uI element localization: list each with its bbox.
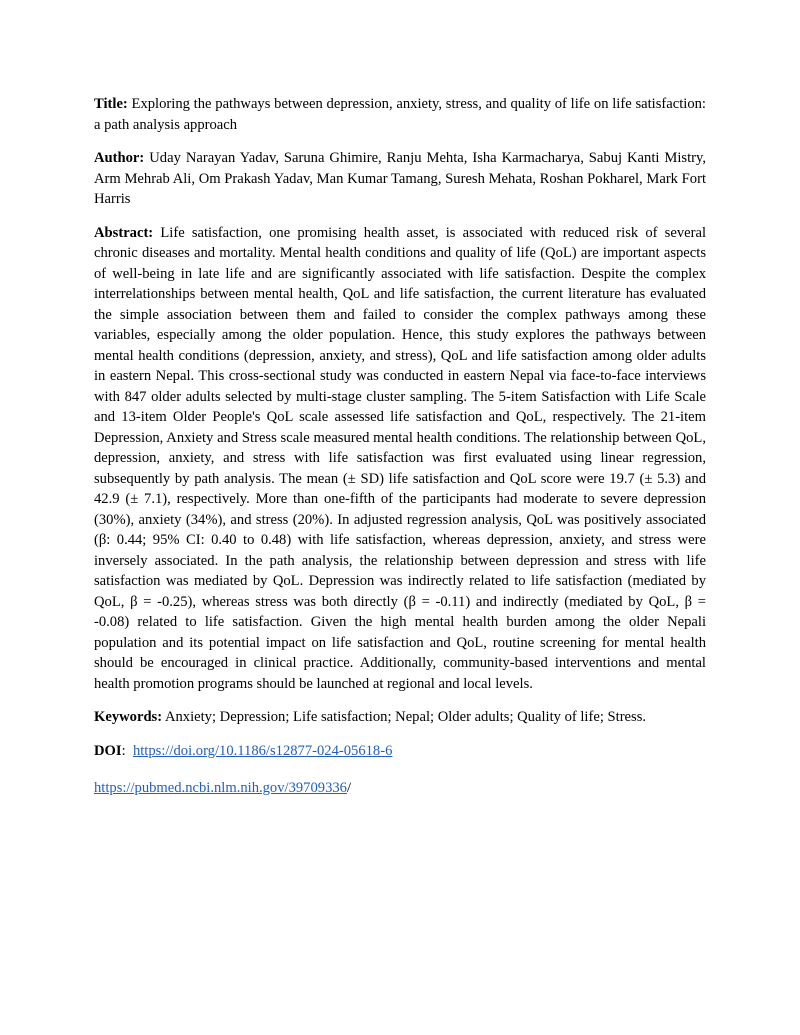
doi-separator: : <box>121 742 126 759</box>
doi-link[interactable]: https://doi.org/10.1186/s12877-024-05618-6 <box>132 742 393 759</box>
title-label: Title: <box>94 96 128 112</box>
keywords-text: Anxiety; Depression; Life satisfaction; Nepal; Older adults; Quality of life; Stress. <box>164 709 647 725</box>
keywords-paragraph <box>94 707 706 728</box>
abstract-paragraph <box>94 223 706 695</box>
title-text: Exploring the pathways between depression, anxiety, stress, and quality of life on life satisfaction: a path analysis approach <box>94 96 706 133</box>
abstract-text: Life satisfaction, one promising health asset, is associated with reduced risk of several chronic diseases and mortality. Mental health conditions and quality of life (QoL) are important aspects of well-being in late life and are significantly associated with life satisfaction. Despite the complex interrelationships between mental health, QoL and life satisfaction, the current literature has evaluated the simple association between them and failed to consider the complex pathways among these variables, especially among the older population. Hence, this study explores the pathways between mental health conditions (depression, anxiety, and stress), QoL and life satisfaction among older adults in eastern Nepal. This cross-sectional study was conducted in eastern Nepal via face-to-face interviews with 847 older adults selected by multi-stage cluster sampling. The 5-item Satisfaction with Life Scale and 13-item Older People's QoL scale assessed life satisfaction and QoL, respectively. The 21-item Depression, Anxiety and Stress scale measured mental health conditions. The relationship between QoL, depression, anxiety, and stress with life satisfaction was first evaluated using linear regression, subsequently by path analysis. The mean (± SD) life satisfaction and QoL score were 19.7 (± 5.3) and 42.9 (± 7.1), respectively. More than one-fifth of the participants had moderate to severe depression (30%), anxiety (34%), and stress (20%). In adjusted regression analysis, QoL was positively associated (β: 0.44; 95% CI: 0.40 to 0.48) with life satisfaction, whereas depression, anxiety, and stress were inversely associated. In the path analysis, the relationship between depression and stress with life satisfaction was mediated by QoL. Depression was indirectly related to life satisfaction (mediated by QoL, β = -0.25), whereas stress was both directly (β = -0.11) and indirectly (mediated by QoL, β = -0.08) related to life satisfaction. Given the high mental health burden among the older Nepali population and its potential impact on life satisfaction and QoL, routine screening for mental health should be encouraged in clinical practice. Additionally, community-based interventions and mental health promotion programs should be launched at regional and local levels. <box>94 224 706 692</box>
author-list: Uday Narayan Yadav, Saruna Ghimire, Ranju Mehta, Isha Karmacharya, Sabuj Kanti Mistry, Arm Mehrab Ali, Om Prakash Yadav, Man Kumar Tamang, Suresh Mehata, Roshan Pokharel, Mark Fort Harris <box>94 150 707 207</box>
keywords-label: Keywords: <box>94 709 163 725</box>
abstract-label: Abstract: <box>94 224 154 241</box>
pubmed-line <box>94 778 706 799</box>
author-label: Author: <box>94 150 145 166</box>
title-paragraph <box>94 94 706 135</box>
doi-label: DOI <box>94 742 122 759</box>
pubmed-trailing-slash: / <box>346 780 352 796</box>
pubmed-link[interactable]: https://pubmed.ncbi.nlm.nih.gov/39709336 <box>94 780 347 796</box>
doi-line <box>94 741 706 762</box>
author-paragraph <box>94 148 706 210</box>
document-page <box>94 94 706 799</box>
